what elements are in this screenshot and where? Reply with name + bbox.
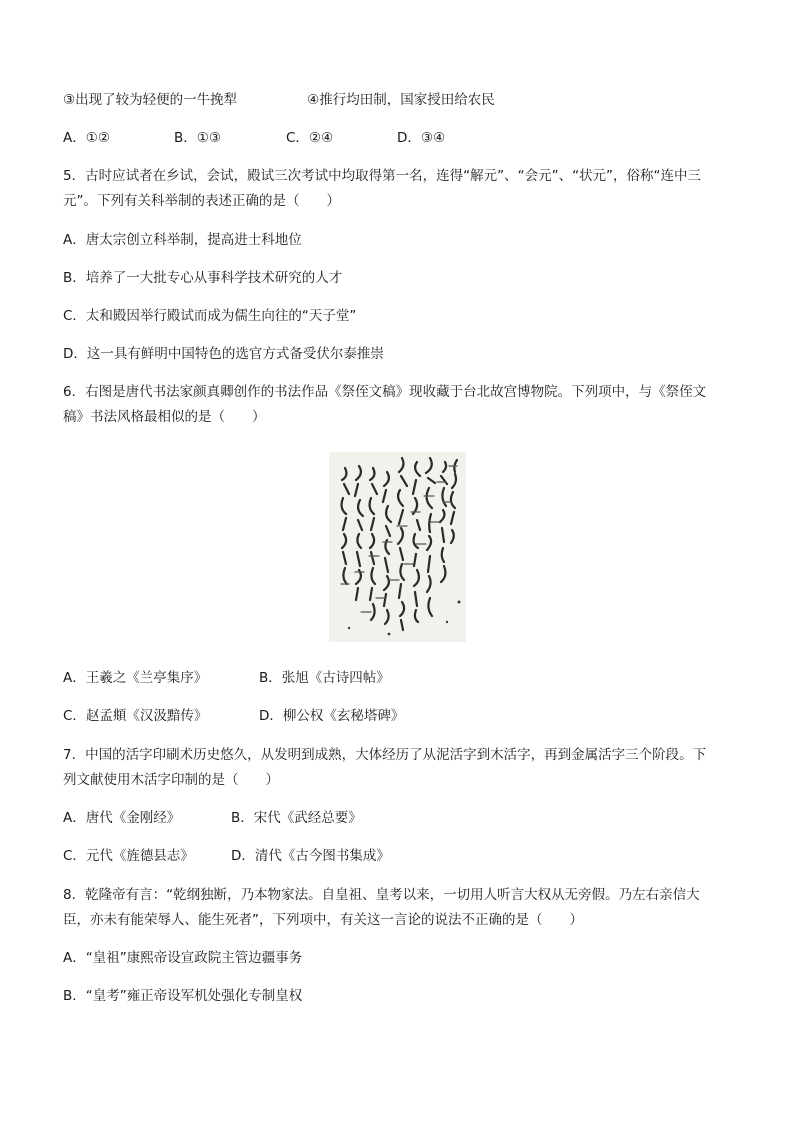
q8-option-b: B．“皇考”雍正帝设军机处强化专制皇权	[63, 988, 303, 1004]
q4-statement-row	[63, 91, 495, 109]
q7-option-a: A．唐代《金刚经》	[63, 810, 181, 826]
q7-options-row-1	[63, 809, 362, 827]
q5-option-c: C．太和殿因举行殿试而成为儒生向往的“天子堂”	[63, 308, 357, 324]
calligraphy-strokes	[329, 452, 466, 642]
q7-stem-line-1: 7．中国的活字印刷术历史悠久，从发明到成熟，大体经历了从泥活字到木活字，再到金属活字三个阶段。下	[63, 747, 707, 763]
q8-stem-line-2: 臣，亦未有能荣辱人、能生死者”，下列项中，有关这一言论的说法不正确的是（ ）	[63, 912, 583, 928]
q6-options-row-2	[63, 707, 404, 725]
q7-option-b: B．宋代《武经总要》	[231, 810, 362, 826]
q5-stem-line-1: 5．古时应试者在乡试，会试，殿试三次考试中均取得第一名，连得“解元”、“会元”、“状元”，俗称“连中三	[63, 168, 702, 184]
q4-options-row	[63, 129, 445, 147]
q8-option-a: A．“皇祖”康熙帝设宣政院主管边疆事务	[63, 950, 303, 966]
calligraphy-image	[329, 452, 466, 642]
q8-stem-line-1: 8．乾隆帝有言：“乾纲独断，乃本物家法。自皇祖、皇考以来，一切用人听言大权从无旁假。乃左右亲信大	[63, 887, 700, 903]
q6-stem-line-1: 6．右图是唐代书法家颜真卿创作的书法作品《祭侄文稿》现收藏于台北故宫博物院。下列项中，与《祭侄文	[63, 384, 707, 400]
q4-option-a: A．①②	[63, 130, 110, 146]
q5-option-d: D．这一具有鲜明中国特色的选官方式备受伏尔泰推崇	[63, 346, 384, 362]
q6-option-c: C．赵孟頫《汉汲黯传》	[63, 708, 208, 724]
q4-option-d: D．③④	[397, 130, 446, 146]
q6-option-a: A．王羲之《兰亭集序》	[63, 670, 208, 686]
q4-statement-3: ③出现了较为轻便的一牛挽犁	[63, 92, 238, 108]
q5-option-a: A．唐太宗创立科举制，提高进士科地位	[63, 232, 302, 248]
q7-stem-line-2: 列文献使用木活字印制的是（ ）	[63, 772, 279, 788]
q7-option-d: D．清代《古今图书集成》	[231, 848, 390, 864]
q7-option-c: C．元代《旌德县志》	[63, 848, 194, 864]
q6-option-d: D．柳公权《玄秘塔碑》	[259, 708, 405, 724]
q4-option-b: B．①③	[174, 130, 221, 146]
q6-options-row-1	[63, 669, 390, 687]
q7-options-row-2	[63, 847, 390, 865]
q5-stem-line-2: 元”。下列有关科举制的表述正确的是（ ）	[63, 193, 340, 209]
q6-stem-line-2: 稿》书法风格最相似的是（ ）	[63, 409, 266, 425]
q5-option-b: B．培养了一大批专心从事科学技术研究的人才	[63, 270, 343, 286]
q4-statement-4: ④推行均田制，国家授田给农民	[307, 92, 495, 108]
q4-option-c: C．②④	[286, 130, 334, 146]
q6-option-b: B．张旭《古诗四帖》	[259, 670, 390, 686]
